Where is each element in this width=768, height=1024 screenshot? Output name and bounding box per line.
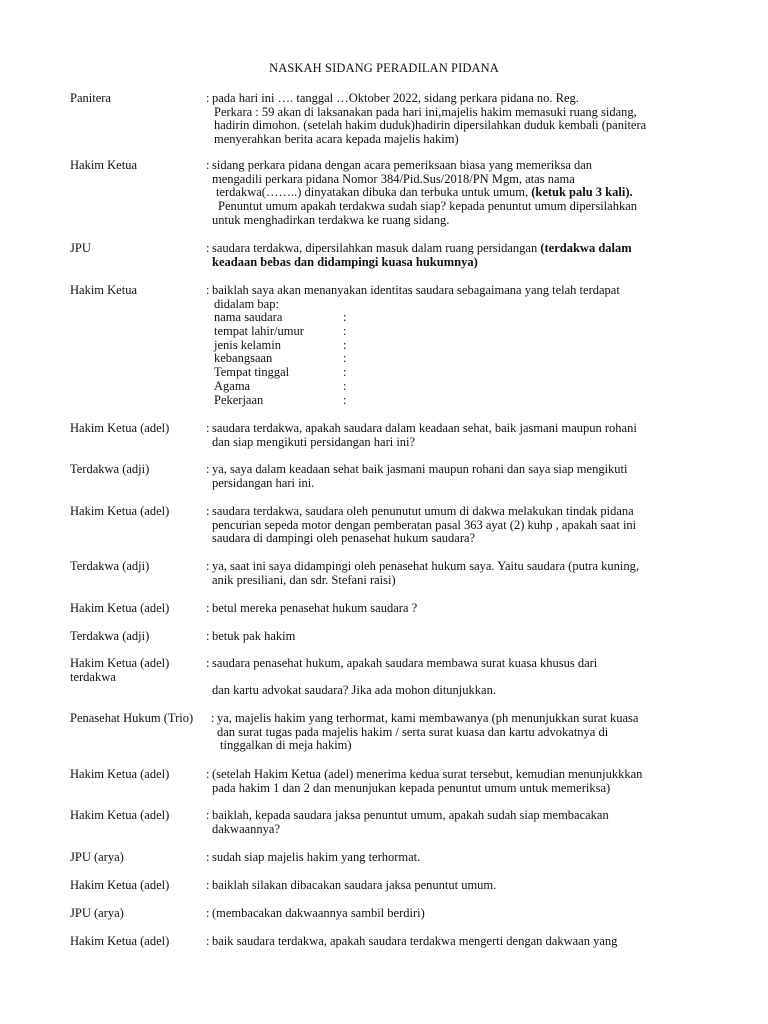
speaker-label: Hakim Ketua (adel) [70, 808, 170, 822]
identity-label: Tempat tinggal [214, 365, 290, 380]
bold-stage-direction: (terdakwa dalam [540, 241, 632, 255]
speaker-label: Terdakwa (adji) [70, 462, 150, 476]
text-line: saudara terdakwa, saudara oleh penunutut umum di dakwa melakukan tindak pidana [212, 504, 634, 518]
separator-colon: : [206, 808, 210, 822]
dialogue-text [212, 422, 732, 449]
separator-colon: : [206, 656, 210, 670]
speaker-label: JPU (arya) [70, 850, 124, 864]
text-line: (membacakan dakwaannya sambil berdiri) [212, 906, 425, 920]
dialogue-text [212, 463, 732, 490]
speaker-continuation: terdakwa [70, 669, 116, 684]
text-line: dan siap mengikuti persidangan hari ini? [212, 434, 416, 449]
speaker-name: Hakim Ketua (adel) [70, 656, 170, 670]
text-line: tinggalkan di meja hakim) [220, 738, 352, 753]
text-line: sidang perkara pidana dengan acara pemeriksaan biasa yang memeriksa dan [212, 158, 593, 172]
text-line: saudara di dampingi oleh penasehat hukum saudara? [212, 531, 476, 546]
separator-colon: : [206, 601, 210, 615]
text-line: ya, saya dalam keadaan sehat baik jasmani maupun rohani dan saya siap mengikuti [212, 462, 628, 476]
separator-colon: : [206, 906, 210, 920]
dialogue-text [212, 159, 732, 228]
text-line: anik presiliani, dan sdr. Stefani raisi) [212, 572, 396, 587]
dialogue-text [212, 809, 732, 836]
dialogue-text [212, 879, 732, 893]
text-line: (setelah Hakim Ketua (adel) menerima kedua surat tersebut, kemudian menunjukkkan [212, 767, 643, 781]
separator-colon: : [206, 462, 210, 476]
identity-colon: : [343, 324, 347, 339]
text-line: persidangan hari ini. [212, 475, 315, 490]
speaker-label: Hakim Ketua [70, 158, 137, 172]
text-line: Penuntut umum apakah terdakwa sudah siap? kepada penuntut umum dipersilahkan [218, 199, 637, 214]
text-line: dan kartu advokat saudara? Jika ada mohon ditunjukkan. [212, 683, 496, 698]
speaker-label: Hakim Ketua (adel) [70, 934, 170, 948]
dialogue-text [212, 560, 732, 587]
text-line: sudah siap majelis hakim yang terhormat. [212, 850, 421, 864]
separator-colon: : [206, 878, 210, 892]
dialogue-text [212, 657, 732, 698]
speaker-label: Hakim Ketua [70, 283, 137, 297]
text-line: baik saudara terdakwa, apakah saudara terdakwa mengerti dengan dakwaan yang [212, 934, 618, 948]
text-line: hadirin dimohon. (setelah hakim duduk)hadirin dipersilahkan duduk kembali (panitera [214, 118, 647, 133]
speaker-label: Hakim Ketua (adel) [70, 878, 170, 892]
dialogue-text [217, 712, 737, 753]
identity-label: kebangsaan [214, 351, 273, 366]
identity-colon: : [343, 310, 347, 325]
text-line: dakwaannya? [212, 821, 281, 836]
speaker-label: Hakim Ketua (adel) [70, 601, 170, 615]
separator-colon: : [206, 850, 210, 864]
identity-colon: : [343, 351, 347, 366]
text-line: baiklah saya akan menanyakan identitas saudara sebagaimana yang telah terdapat [212, 283, 620, 297]
text-line: pencurian sepeda motor dengan pemberatan pasal 363 ayat (2) kuhp , apakah saat ini [212, 517, 637, 532]
separator-colon: : [206, 91, 210, 105]
text-line: ya, saat ini saya didampingi oleh penasehat hukum saya. Yaitu saudara (putra kuning, [212, 559, 639, 573]
text-line: mengadili perkara pidana Nomor 384/Pid.Sus/2018/PN Mgm, atas nama [212, 171, 575, 186]
text-line: saudara terdakwa, dipersilahkan masuk dalam ruang persidangan [212, 241, 541, 255]
dialogue-text [212, 505, 732, 546]
separator-colon: : [206, 158, 210, 172]
text-line: terdakwa(……..) dinyatakan dibuka dan terbuka untuk umum, [216, 185, 529, 200]
dialogue-text [212, 630, 732, 644]
speaker-label: Terdakwa (adji) [70, 559, 150, 573]
identity-label: Pekerjaan [214, 392, 264, 407]
text-line: saudara penasehat hukum, apakah saudara membawa surat kuasa khusus dari [212, 656, 598, 670]
bold-stage-direction: keadaan bebas dan didampingi kuasa hukumnya) [212, 254, 478, 269]
identity-label: nama saudara [214, 310, 283, 325]
separator-colon: : [206, 421, 210, 435]
separator-colon: : [206, 767, 210, 781]
text-line: betuk pak hakim [212, 629, 296, 643]
text-line: baiklah silakan dibacakan saudara jaksa penuntut umum. [212, 878, 497, 892]
dialogue-text [212, 907, 732, 921]
separator-colon: : [206, 504, 210, 518]
separator-colon: : [206, 559, 210, 573]
text-line: pada hakim 1 dan 2 dan menunjukan kepada penuntut umum untuk memeriksa) [212, 780, 611, 795]
speaker-label: Hakim Ketua (adel) [70, 504, 170, 518]
dialogue-text [212, 768, 732, 795]
speaker-label: JPU [70, 241, 91, 255]
text-line: dan surat tugas pada majelis hakim / serta surat kuasa dan kartu advokatnya di [217, 724, 609, 739]
text-line: saudara terdakwa, apakah saudara dalam keadaan sehat, baik jasmani maupun rohani [212, 421, 637, 435]
dialogue-text [212, 92, 732, 147]
identity-label: jenis kelamin [214, 337, 281, 352]
text-line: baiklah, kepada saudara jaksa penuntut umum, apakah sudah siap membacakan [212, 808, 609, 822]
bold-stage-direction: (ketuk palu 3 kali). [531, 185, 633, 200]
text-line: untuk menghadirkan terdakwa ke ruang sidang. [212, 212, 450, 227]
speaker-label: JPU (arya) [70, 906, 124, 920]
speaker-label: Hakim Ketua (adel) [70, 421, 170, 435]
separator-colon: : [206, 934, 210, 948]
separator-colon: : [206, 629, 210, 643]
dialogue-text [212, 602, 732, 616]
text-line: pada hari ini …. tanggal …Oktober 2022, sidang perkara pidana no. Reg. [212, 91, 579, 105]
separator-colon: : [206, 241, 210, 255]
identity-colon: : [343, 392, 347, 407]
separator-colon: : [211, 711, 215, 725]
speaker-label: Terdakwa (adji) [70, 629, 150, 643]
identity-colon: : [343, 378, 347, 393]
identity-label: Agama [214, 378, 251, 393]
text-line: didalam bap: [214, 296, 279, 311]
dialogue-text [212, 851, 732, 865]
dialogue-text [212, 284, 732, 311]
speaker-label: Penasehat Hukum (Trio) [70, 711, 194, 725]
document-title: NASKAH SIDANG PERADILAN PIDANA [269, 61, 499, 75]
speaker-label [70, 657, 169, 684]
dialogue-text [212, 935, 732, 949]
separator-colon: : [206, 283, 210, 297]
text-line: menyerahkan berita acara kepada majelis hakim) [214, 132, 459, 147]
identity-colon: : [343, 337, 347, 352]
text-line: betul mereka penasehat hukum saudara ? [212, 601, 418, 615]
identity-colon: : [343, 365, 347, 380]
text-line: ya, majelis hakim yang terhormat, kami membawanya (ph menunjukkan surat kuasa [217, 711, 639, 725]
text-line: Perkara : 59 akan di laksanakan pada hari ini,majelis hakim memasuki ruang sidang, [214, 104, 637, 119]
speaker-label: Hakim Ketua (adel) [70, 767, 170, 781]
speaker-label: Panitera [70, 91, 111, 105]
identity-label: tempat lahir/umur [214, 324, 304, 339]
dialogue-text [212, 242, 732, 269]
